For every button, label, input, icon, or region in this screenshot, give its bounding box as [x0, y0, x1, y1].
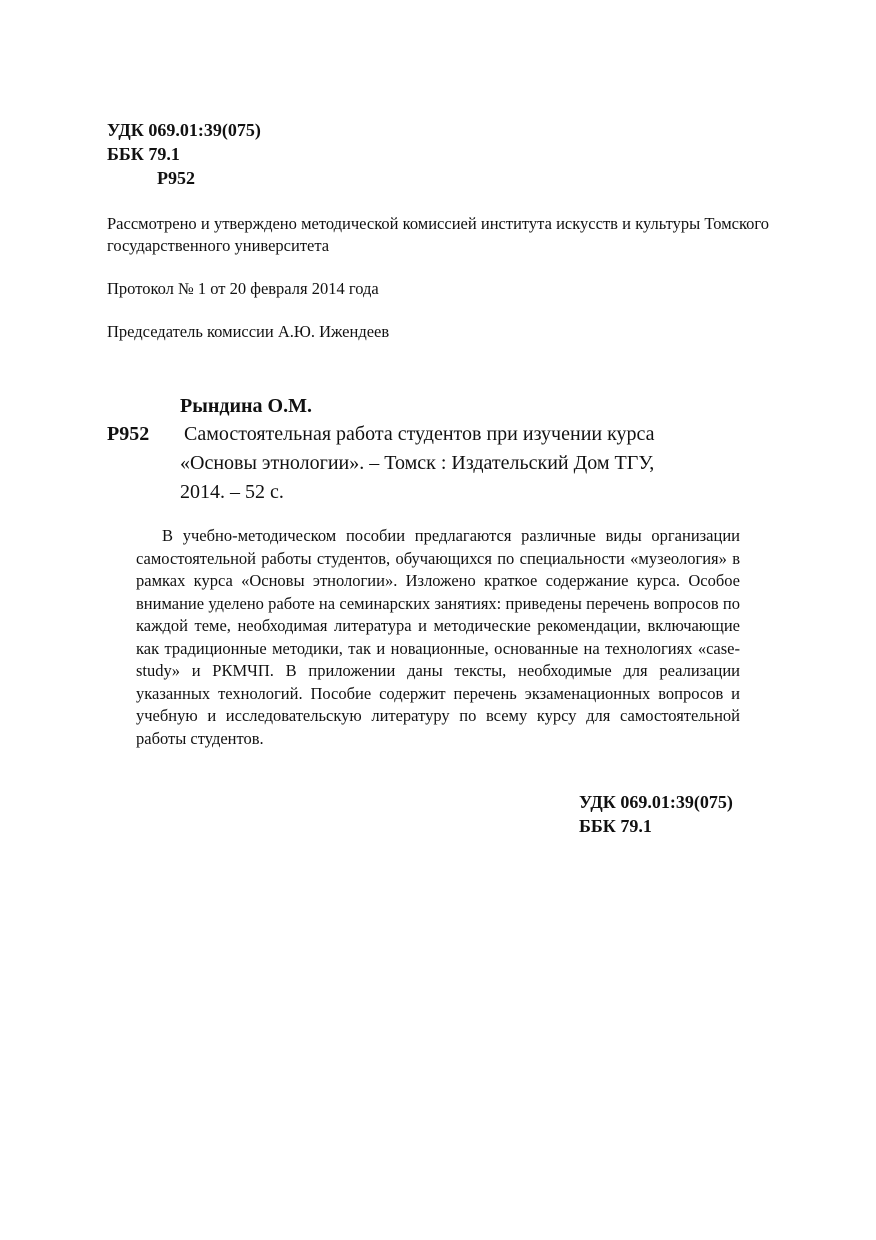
footer-udk-code: УДК 069.01:39(075)	[579, 792, 733, 812]
entry-title-line-3: 2014. – 52 с.	[180, 481, 284, 503]
protocol-line: Протокол № 1 от 20 февраля 2014 года	[107, 279, 379, 298]
entry-title-line-1: Самостоятельная работа студентов при изучении курса	[184, 423, 655, 445]
approval-text: Рассмотрено и утверждено методической комиссией института искусств и культуры Томского государственного университета	[107, 214, 769, 255]
footer-bbk-code: ББК 79.1	[579, 816, 652, 836]
author-sign: Р952	[157, 168, 195, 188]
bbk-code: ББК 79.1	[107, 144, 180, 164]
entry-title-line-2: «Основы этнологии». – Томск : Издательский Дом ТГУ,	[180, 452, 655, 474]
entry-code: Р952	[107, 423, 150, 445]
udk-code: УДК 069.01:39(075)	[107, 120, 261, 140]
abstract-paragraph: В учебно-методическом пособии предлагаются различные виды организации самостоятельной работы студентов, обучающихся по специальности «музеология» в рамках курса «Основы этнологии». Изложено краткое содержание курса. Особое внимание уделено работе на семинарских занятиях: приведены перечень вопросов по каждой теме, необходимая литература и методические рекомендации, включающие как традиционные методики, так и новационные, основанные на технологиях «case-study» и РКМЧП. В приложении даны тексты, необходимые для реализации указанных технологий. Пособие содержит перечень экзаменационных вопросов и учебную и исследовательскую литературу по всему курсу для самостоятельной работы студентов.	[136, 526, 740, 748]
chairman-line: Председатель комиссии А.Ю. Ижендеев	[107, 322, 390, 341]
entry-author: Рындина О.М.	[180, 395, 312, 417]
